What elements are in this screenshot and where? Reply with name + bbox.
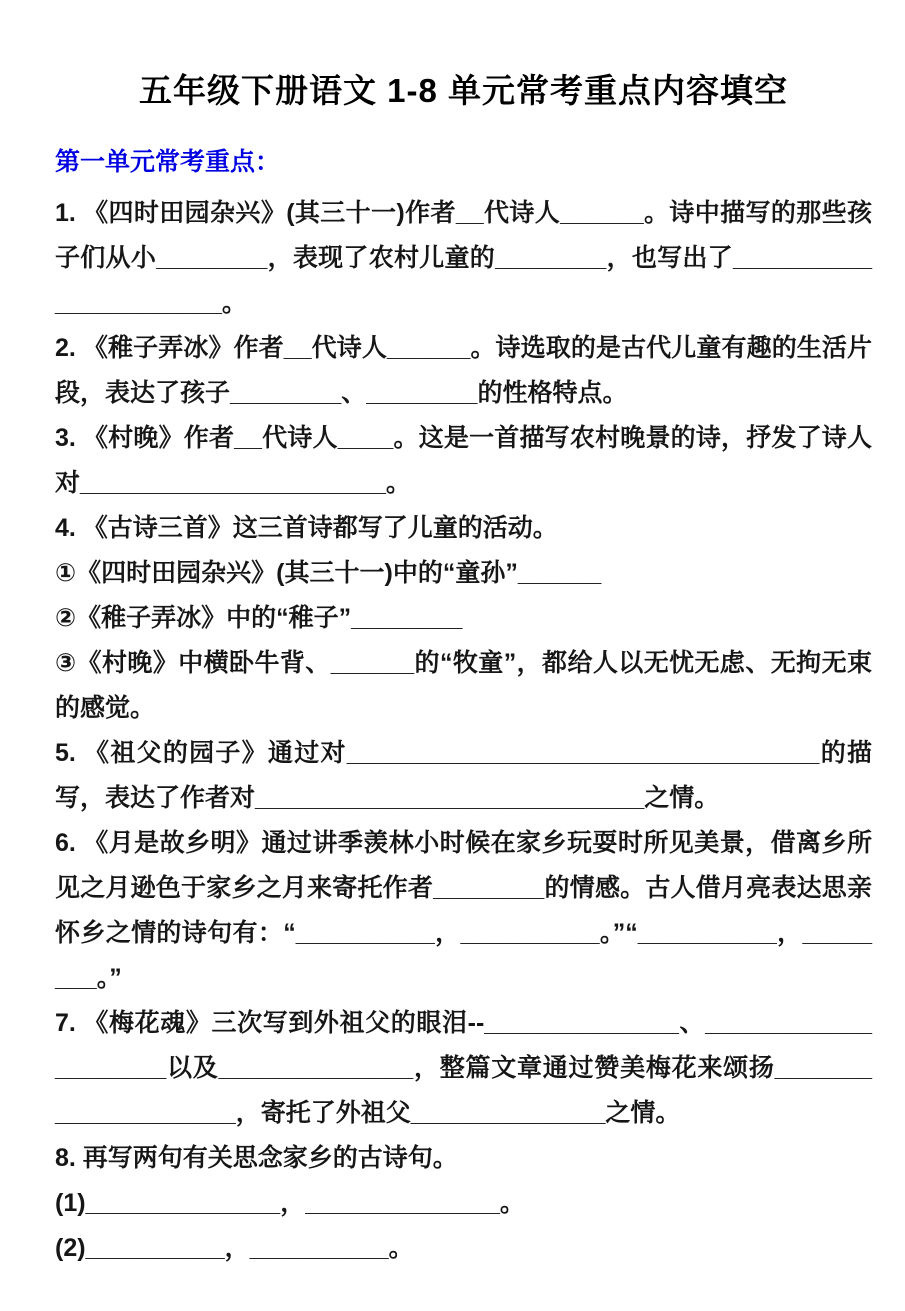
item-8-sub-1: (1)______________，______________。	[55, 1189, 525, 1218]
item-2: 2. 《稚子弄冰》作者__代诗人______。诗选取的是古代儿童有趣的生活片段，表达了孩子________、________的性格特点。	[55, 334, 872, 408]
item-4-sub-2: ②《稚子弄冰》中的“稚子”________	[55, 604, 463, 633]
item-5: 5. 《祖父的园子》通过对__________________________________的描写，表达了作者对____________________________之情。	[55, 739, 872, 813]
worksheet-body	[55, 191, 872, 1271]
section-heading-unit-1: 第一单元常考重点：	[55, 148, 281, 177]
item-3: 3. 《村晚》作者__代诗人____。这是一首描写农村晚景的诗，抒发了诗人对______________________。	[55, 424, 872, 498]
item-1: 1. 《四时田园杂兴》(其三十一)作者__代诗人______。诗中描写的那些孩子们从小________，表现了农村儿童的________，也写出了______________________。	[55, 199, 872, 318]
item-4-sub-3: ③《村晚》中横卧牛背、______的“牧童”，都给人以无忧无虑、无拘无束的感觉。	[55, 649, 872, 723]
item-8-sub-2: (2)__________，__________。	[55, 1234, 414, 1263]
item-4-sub-1: ①《四时田园杂兴》(其三十一)中的“童孙”______	[55, 559, 602, 588]
item-6: 6. 《月是故乡明》通过讲季羡林小时候在家乡玩耍时所见美景，借离乡所见之月逊色于家乡之月来寄托作者________的情感。古人借月亮表达思亲怀乡之情的诗句有：“__________，__________。”“__________，________。”	[55, 829, 872, 993]
item-8: 8. 再写两句有关思念家乡的古诗句。	[55, 1144, 458, 1173]
item-4: 4. 《古诗三首》这三首诗都写了儿童的活动。	[55, 514, 558, 543]
page-title: 五年级下册语文 1-8 单元常考重点内容填空	[138, 72, 789, 109]
item-7: 7. 《梅花魂》三次写到外祖父的眼泪--______________、____________________以及______________，整篇文章通过赞美梅花来颂扬____________________，寄托了外祖父______________之情。	[55, 1009, 872, 1128]
